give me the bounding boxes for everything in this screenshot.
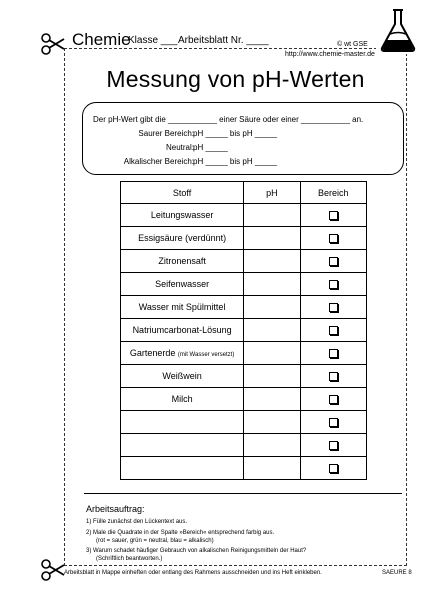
ph-rules-box <box>82 102 404 175</box>
bereich-checkbox[interactable] <box>329 349 338 358</box>
klasse-field: Klasse ___ <box>128 35 178 46</box>
stoff-cell <box>121 434 244 457</box>
stoff-cell <box>121 457 244 480</box>
footer-text: Arbeitsblatt in Mappe einheften oder entlang des Rahmens ausschneiden und ins Heft einkleben. <box>64 570 322 576</box>
task-3: 3) Warum schadet häufiger Gebrauch von alkalischen Reinigungsmitteln der Haut? <box>86 548 307 554</box>
table-row <box>121 273 367 296</box>
ph-cell[interactable] <box>244 296 300 319</box>
table-row <box>121 411 367 434</box>
task-2: 2) Male die Quadrate in der Spalte »Bereich« entsprechend farbig aus. <box>86 530 275 536</box>
stoff-cell <box>121 319 244 342</box>
stoff-name: Seifenwasser <box>155 279 210 289</box>
bereich-cell <box>300 342 366 365</box>
bereich-cell <box>300 411 366 434</box>
ph-cell[interactable] <box>244 250 300 273</box>
sauer-label: Saurer Bereich: <box>138 129 194 138</box>
task-2-note: (rot = sauer, grün = neutral, blau = alkalisch) <box>96 538 214 544</box>
bereich-cell <box>300 319 366 342</box>
stoff-name: Wasser mit Spülmittel <box>138 302 226 312</box>
header-bereich: Bereich <box>300 182 366 204</box>
url-label: http://www.chemie-master.de <box>285 51 375 58</box>
task-heading: Arbeitsauftrag: <box>86 504 145 514</box>
ph-cell[interactable] <box>244 365 300 388</box>
bereich-checkbox[interactable] <box>329 418 338 427</box>
bereich-cell <box>300 296 366 319</box>
stoff-cell <box>121 296 244 319</box>
bereich-checkbox[interactable] <box>329 280 338 289</box>
neutral-value: pH _____ <box>193 143 228 152</box>
scissors-icon <box>40 557 66 583</box>
stoff-name: Leitungswasser <box>150 210 214 220</box>
scissors-icon <box>40 31 66 57</box>
ph-cell[interactable] <box>244 273 300 296</box>
bereich-cell <box>300 204 366 227</box>
bereich-checkbox[interactable] <box>329 395 338 404</box>
stoff-name: Natriumcarbonat-Lösung <box>132 325 232 335</box>
subject-label: Chemie <box>72 30 131 49</box>
stoff-cell <box>121 273 244 296</box>
task-1: 1) Fülle zunächst den Lückentext aus. <box>86 519 188 525</box>
table-row <box>121 342 367 365</box>
neutral-label: Neutral: <box>165 143 194 152</box>
stoff-cell <box>121 342 244 365</box>
rule-sentence: Der pH-Wert gibt die ___________ einer Säure oder einer ___________ an. <box>93 115 364 124</box>
bereich-checkbox[interactable] <box>329 257 338 266</box>
divider <box>84 493 402 494</box>
alkalisch-label: Alkalischer Bereich: <box>123 157 194 166</box>
table-row <box>121 227 367 250</box>
table-row <box>121 204 367 227</box>
ph-cell[interactable] <box>244 457 300 480</box>
bereich-checkbox[interactable] <box>329 372 338 381</box>
ph-cell[interactable] <box>244 319 300 342</box>
task-3-note: (Schriftlich beantworten.) <box>96 556 163 562</box>
bereich-cell <box>300 227 366 250</box>
bereich-cell <box>300 250 366 273</box>
ph-cell[interactable] <box>244 227 300 250</box>
bereich-checkbox[interactable] <box>329 464 338 473</box>
table-row <box>121 319 367 342</box>
arbeitsblatt-field: Arbeitsblatt Nr. ____ <box>178 35 269 46</box>
stoff-cell <box>121 204 244 227</box>
stoff-cell <box>121 411 244 434</box>
table-row <box>121 365 367 388</box>
table-body <box>121 204 367 480</box>
copyright-label: © wt GSE <box>337 41 368 48</box>
table-row <box>121 434 367 457</box>
sheet-code: SAEURE 8 <box>382 570 412 576</box>
stoff-cell <box>121 227 244 250</box>
stoff-name: Milch <box>171 394 193 404</box>
header-stoff: Stoff <box>121 182 244 204</box>
bereich-cell <box>300 388 366 411</box>
stoff-note: (mit Wasser versetzt) <box>177 352 235 358</box>
ph-cell[interactable] <box>244 204 300 227</box>
stoff-name: Zitronensaft <box>158 256 206 266</box>
header-ph: pH <box>244 182 300 204</box>
page-title: Messung von pH-Werten <box>106 66 365 92</box>
table-row <box>121 296 367 319</box>
sauer-value: pH _____ bis pH _____ <box>193 129 278 138</box>
stoff-name: Weißwein <box>162 371 202 381</box>
flask-icon <box>376 6 420 54</box>
ph-cell[interactable] <box>244 342 300 365</box>
bereich-checkbox[interactable] <box>329 441 338 450</box>
bereich-cell <box>300 457 366 480</box>
bereich-checkbox[interactable] <box>329 234 338 243</box>
stoff-cell <box>121 365 244 388</box>
alkalisch-value: pH _____ bis pH _____ <box>193 157 278 166</box>
stoff-cell <box>121 388 244 411</box>
stoff-name: Gartenerde <box>129 348 176 358</box>
bereich-checkbox[interactable] <box>329 303 338 312</box>
bereich-cell <box>300 273 366 296</box>
table-header-row <box>121 182 367 204</box>
bereich-cell <box>300 365 366 388</box>
bereich-checkbox[interactable] <box>329 326 338 335</box>
ph-cell[interactable] <box>244 388 300 411</box>
stoff-name: Essigsäure (verdünnt) <box>138 233 227 243</box>
table-row <box>121 250 367 273</box>
table-row <box>121 388 367 411</box>
table-row <box>121 457 367 480</box>
ph-table <box>120 181 367 480</box>
ph-cell[interactable] <box>244 411 300 434</box>
bereich-cell <box>300 434 366 457</box>
bereich-checkbox[interactable] <box>329 211 338 220</box>
ph-cell[interactable] <box>244 434 300 457</box>
stoff-cell <box>121 250 244 273</box>
